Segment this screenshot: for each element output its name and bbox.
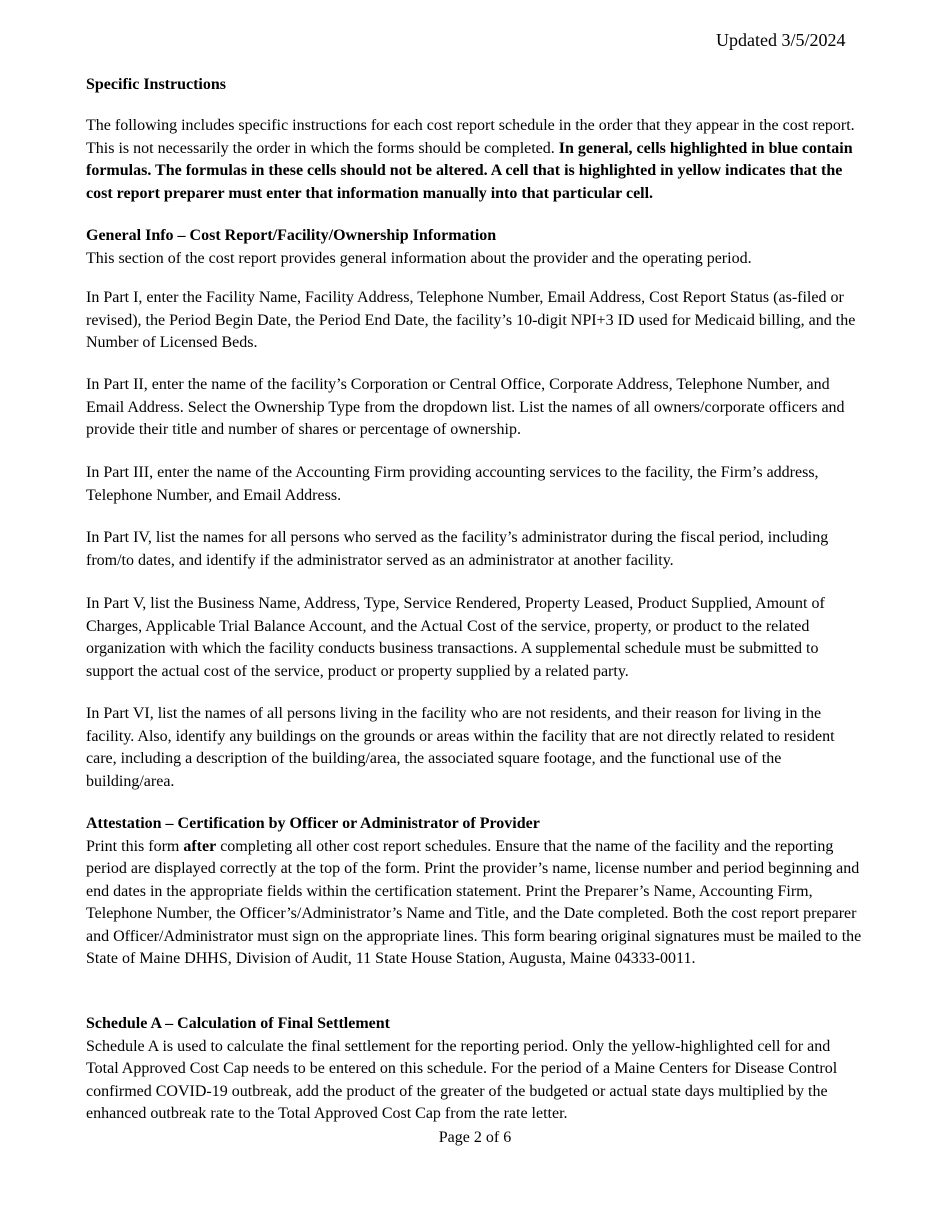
attestation-text-bold: after bbox=[183, 837, 217, 855]
schedule-a-text: Schedule A is used to calculate the final settlement for the reporting period. Only the yellow-highlighted cell for and Total Approved Cost Cap needs to be entered on this schedule. For the period of a Maine Centers for Disease Control confirmed COVID-19 outbreak, add the product of the greater of the budgeted or actual state days multiplied by the enhanced outbreak rate to the Total Approved Cost Cap from the rate letter. bbox=[86, 1037, 838, 1122]
attestation-heading: Attestation – Certification by Officer or Administrator of Provider bbox=[86, 815, 540, 832]
general-info-section bbox=[86, 225, 866, 270]
section-title: Specific Instructions bbox=[86, 76, 226, 93]
updated-date: Updated 3/5/2024 bbox=[716, 30, 846, 50]
part-3-paragraph: In Part III, enter the name of the Accounting Firm providing accounting services to the facility, the Firm’s address, Telephone Number, and Email Address. bbox=[86, 464, 819, 504]
general-info-text: This section of the cost report provides general information about the provider and the operating period. bbox=[86, 249, 752, 267]
part-5-paragraph: In Part V, list the Business Name, Address, Type, Service Rendered, Property Leased, Product Supplied, Amount of Charges, Applicable Trial Balance Account, and the Actual Cost of the service, property, or product to the related organization with which the facility conducts business transactions. A supplemental schedule must be submitted to support the actual cost of the service, product or property supplied by a related party. bbox=[86, 595, 825, 680]
intro-paragraph bbox=[86, 115, 866, 205]
schedule-a-section bbox=[86, 1013, 866, 1126]
intro-bold-text: In general, cells highlighted in blue contain formulas. The formulas in these cells should not be altered. A cell that is highlighted in yellow indicates that the cost report preparer must enter that information manually into that particular cell. bbox=[86, 139, 853, 202]
part-6-paragraph: In Part VI, list the names of all persons living in the facility who are not residents, and their reason for living in the facility. Also, identify any buildings on the grounds or areas within the facility that are not directly related to resident care, including a description of the building/area, the associated square footage, and the functional use of the building/area. bbox=[86, 705, 835, 790]
page-number: Page 2 of 6 bbox=[438, 1129, 512, 1146]
part-4-paragraph: In Part IV, list the names for all persons who served as the facility’s administrator during the fiscal period, including from/to dates, and identify if the administrator served as an administrator at another facility. bbox=[86, 529, 829, 569]
general-info-heading: General Info – Cost Report/Facility/Ownership Information bbox=[86, 227, 497, 244]
schedule-a-heading: Schedule A – Calculation of Final Settlement bbox=[86, 1015, 390, 1032]
attestation-section bbox=[86, 813, 866, 971]
part-1-paragraph: In Part I, enter the Facility Name, Facility Address, Telephone Number, Email Address, Cost Report Status (as-filed or revised), the Period Begin Date, the Period End Date, the facility’s 10-digit NPI+3 ID used for Medicaid billing, and the Number of Licensed Beds. bbox=[86, 289, 856, 351]
attestation-text-after: completing all other cost report schedules. Ensure that the name of the facility and the reporting period are displayed correctly at the top of the form. Print the provider’s name, license number and period beginning and end dates in the appropriate fields within the certification statement. Print the Preparer’s Name, Accounting Firm, Telephone Number, the Officer’s/Administrator’s Name and Title, and the Date completed. Both the cost report preparer and Officer/Administrator must sign on the appropriate lines. This form bearing original signatures must be mailed to the State of Maine DHHS, Division of Audit, 11 State House Station, Augusta, Maine 04333-0011. bbox=[86, 837, 862, 967]
attestation-text-before: Print this form bbox=[86, 837, 184, 855]
part-2-paragraph: In Part II, enter the name of the facility’s Corporation or Central Office, Corporate Address, Telephone Number, and Email Address. Select the Ownership Type from the dropdown list. List the names of all owners/corporate officers and provide their title and number of shares or percentage of ownership. bbox=[86, 376, 845, 438]
intro-normal-text: The following includes specific instructions for each cost report schedule in the order that they appear in the cost report. This is not necessarily the order in which the forms should be completed. bbox=[86, 117, 855, 157]
